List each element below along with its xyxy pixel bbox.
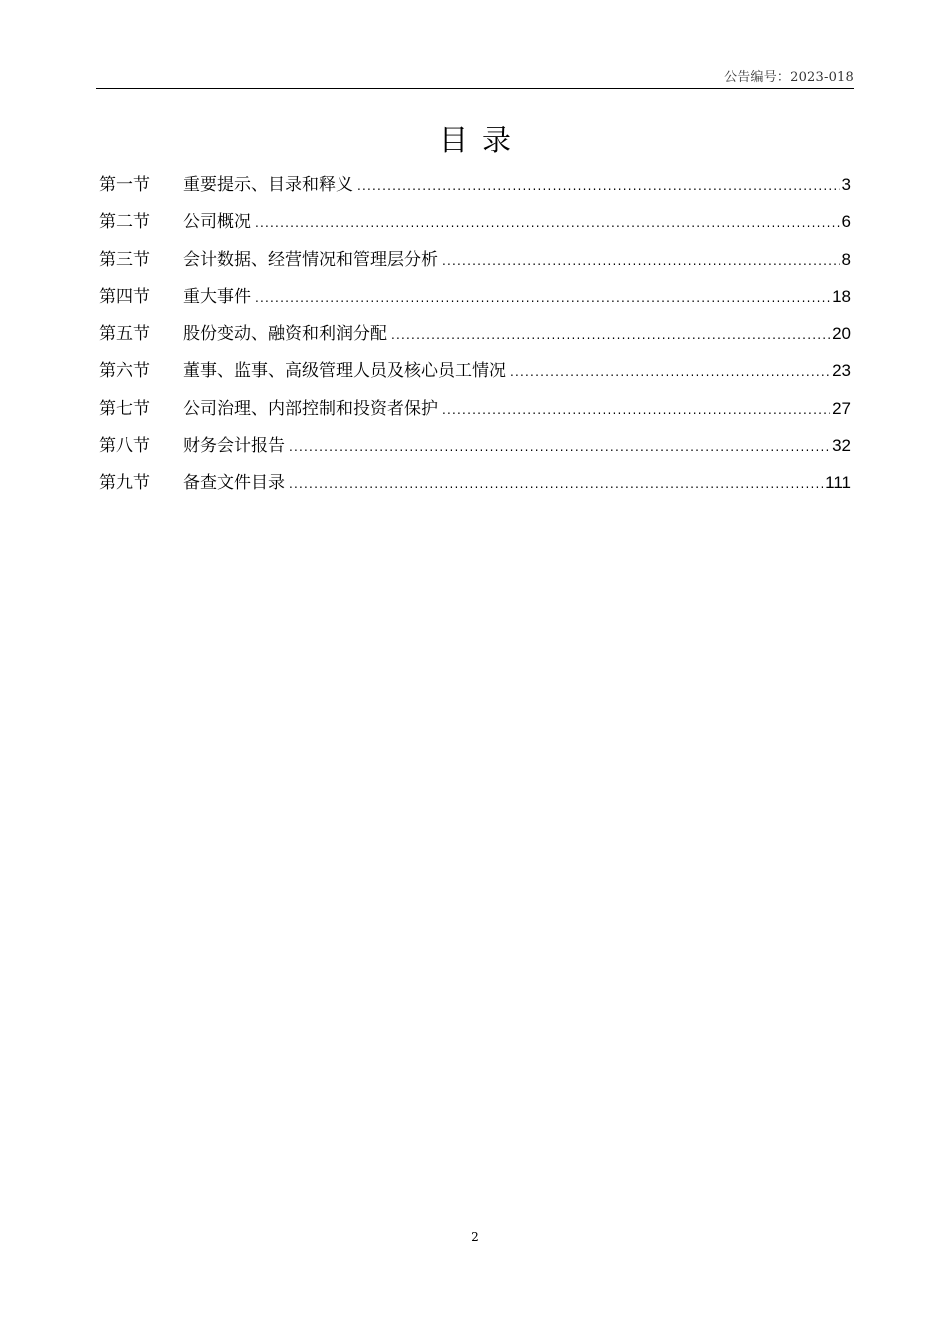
toc-section-number: 第三节	[99, 249, 150, 270]
toc-leader-dots	[255, 205, 840, 242]
toc-entry-8[interactable]	[99, 427, 851, 464]
toc-page-number: 23	[832, 361, 851, 381]
toc-leader-dots	[255, 280, 830, 317]
toc-entry-3[interactable]	[99, 241, 851, 278]
toc-section-title[interactable]: 会计数据、经营情况和管理层分析	[183, 249, 438, 270]
toc-leader-dots	[357, 168, 840, 205]
toc-section-title[interactable]: 股份变动、融资和利润分配	[183, 324, 387, 345]
toc-entry-5[interactable]	[99, 315, 851, 352]
toc-entry-2[interactable]	[99, 203, 851, 240]
toc-section-title[interactable]: 公司治理、内部控制和投资者保护	[183, 398, 438, 419]
announcement-code: 公告编号：2023-018	[724, 70, 854, 85]
toc-page-number: 27	[832, 398, 851, 418]
toc-entry-9[interactable]	[99, 464, 851, 501]
toc-leader-dots	[289, 466, 823, 503]
toc-section-number: 第七节	[99, 398, 150, 419]
toc-section-number: 第二节	[99, 212, 150, 233]
toc-section-number: 第六节	[99, 361, 150, 382]
toc-section-number: 第一节	[99, 175, 150, 195]
toc-entry-6[interactable]	[99, 352, 851, 389]
toc-leader-dots	[289, 429, 830, 466]
toc-leader-dots	[442, 243, 840, 280]
toc-entry-1[interactable]	[99, 166, 851, 203]
toc-leader-dots	[510, 354, 830, 391]
toc-section-title[interactable]: 公司概况	[183, 212, 251, 233]
toc-section-number: 第五节	[99, 324, 150, 345]
toc-section-number: 第八节	[99, 436, 150, 457]
toc-page-number: 32	[832, 436, 851, 456]
toc-entry-4[interactable]	[99, 278, 851, 315]
toc-leader-dots	[391, 317, 830, 354]
toc-section-title[interactable]: 重要提示、目录和释义	[183, 175, 353, 195]
toc-section-title[interactable]: 财务会计报告	[183, 436, 285, 457]
toc-leader-dots	[442, 392, 830, 429]
header-divider	[96, 88, 854, 89]
toc-page-number: 20	[832, 324, 851, 344]
toc-page-number: 3	[841, 175, 851, 194]
page-number: 2	[471, 1230, 479, 1244]
toc-page-number: 6	[841, 212, 851, 232]
toc-entry-7[interactable]	[99, 390, 851, 427]
toc-section-title[interactable]: 董事、监事、高级管理人员及核心员工情况	[183, 361, 506, 382]
table-of-contents	[99, 166, 851, 502]
toc-section-number: 第四节	[99, 286, 150, 307]
toc-title: 目录	[438, 123, 525, 157]
toc-section-title[interactable]: 备查文件目录	[183, 473, 285, 494]
toc-section-title[interactable]: 重大事件	[183, 286, 251, 307]
toc-page-number: 8	[841, 249, 851, 269]
toc-page-number: 18	[832, 286, 851, 306]
toc-section-number: 第九节	[99, 473, 150, 494]
toc-page-number: 111	[825, 473, 851, 493]
